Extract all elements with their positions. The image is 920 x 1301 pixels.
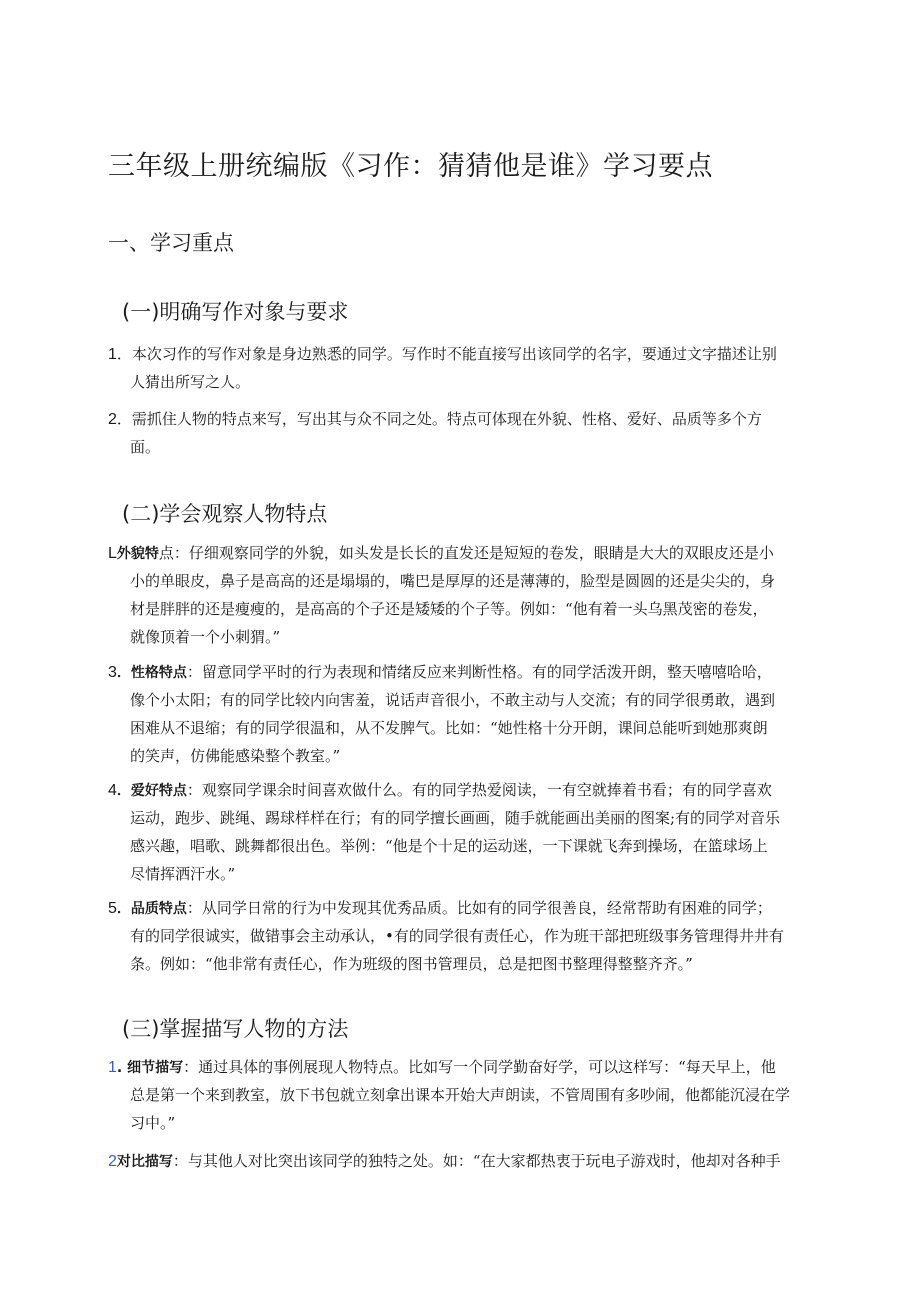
list-item: [108, 539, 818, 651]
item-label: 外貌特: [116, 546, 159, 562]
item-label: . 细节描写: [116, 1060, 184, 1076]
list-item: [108, 1053, 818, 1137]
list-item-line: 的笑声，仿佛能感染整个教室。”: [130, 747, 341, 765]
list-number: 4: [108, 782, 117, 799]
item-label: ．性格特点: [116, 665, 187, 681]
item-label: ．品质特点: [116, 901, 187, 917]
list-item-line: 面。: [130, 438, 161, 456]
section-heading-key-points: 一、学习重点: [108, 231, 234, 255]
list-item-line: 总是第一个来到教室，放下书包就立刻拿出课本开始大声朗读，不管周围有多吵闹，他都能沉浸在学: [130, 1086, 791, 1104]
list-item-line: 运动，跑步、跳绳、踢球样样在行；有的同学擅长画画，随手就能画出美丽的图案;有的同学对音乐: [130, 809, 781, 827]
subsection-heading-description-methods: (三)掌握描写人物的方法: [122, 1017, 349, 1041]
list-number: 1: [108, 1059, 117, 1076]
list-number: 3: [108, 664, 117, 681]
list-item-line: 有的同学很诚实，做错事会主动承认，•有的同学很有责任心，作为班干部把班级事务管理得井井有: [130, 927, 784, 945]
list-item-line: 4．爱好特点：观察同学课余时间喜欢做什么。有的同学热爱阅读，一有空就捧着书看；有的同学喜欢: [108, 781, 772, 799]
list-item: [108, 776, 818, 888]
list-item-line: 尽情挥洒汗水。”: [130, 865, 236, 883]
list-item-line: 2对比描写：与其他人对比突出该同学的独特之处。如：“在大家都热衷于玩电子游戏时，他却对各种手: [108, 1152, 781, 1170]
list-item: [108, 894, 818, 978]
list-item-line: 感兴趣，唱歌、跳舞都很出色。举例：“他是个十足的运动迷，一下课就飞奔到操场，在篮球场上: [130, 837, 768, 855]
list-item-line: 2．需抓住人物的特点来写，写出其与众不同之处。特点可体现在外貌、性格、爱好、品质等多个方: [108, 410, 762, 428]
list-number: 5: [108, 900, 117, 917]
list-item-line: 5．品质特点：从同学日常的行为中发现其优秀品质。比如有的同学很善良，经常帮助有困难的同学；: [108, 899, 772, 917]
list-item-line: 小的单眼皮，鼻子是高高的还是塌塌的，嘴巴是厚厚的还是薄薄的，脸型是圆圆的还是尖尖的，身: [130, 572, 776, 590]
list-item-line: 材是胖胖的还是瘦瘦的，是高高的个子还是矮矮的个子等。例如：“他有着一头乌黑茂密的卷发，: [130, 600, 768, 618]
list-item-line: 困难从不退缩；有的同学很温和，从不发脾气。比如：“她性格十分开朗，课间总能听到她那爽朗: [130, 719, 768, 737]
list-item: [108, 658, 818, 770]
list-number: 1: [108, 346, 117, 363]
list-item-line: 像个小太阳；有的同学比较内向害羞，说话声音很小，不敢主动与人交流；有的同学很勇敢，遇到: [130, 691, 776, 709]
list-item-line: 1. 细节描写：通过具体的事例展现人物特点。比如写一个同学勤奋好学，可以这样写：“每天早上，他: [108, 1058, 776, 1076]
list-item-line: L外貌特点：仔细观察同学的外貌，如头发是长长的直发还是短短的卷发，眼睛是大大的双眼皮还是小: [108, 544, 774, 562]
subsection-heading-writing-requirements: (一)明确写作对象与要求: [122, 300, 349, 324]
list-item: [108, 340, 818, 396]
list-number: 2: [108, 411, 117, 428]
list-item-line: 1．本次习作的写作对象是身边熟悉的同学。写作时不能直接写出该同学的名字，要通过文字描述让别: [108, 345, 777, 363]
list-number: 2: [108, 1153, 117, 1170]
list-item: [108, 405, 818, 461]
subsection-heading-observe-traits: (二)学会观察人物特点: [122, 502, 328, 526]
list-item-line: 就像顶着一个小刺猬。”: [130, 628, 281, 646]
list-item-line: 3．性格特点：留意同学平时的行为表现和情绪反应来判断性格。有的同学活泼开朗，整天嘻嘻哈哈，: [108, 663, 772, 681]
list-item: [108, 1147, 818, 1175]
document-title: 三年级上册统编版《习作：猜猜他是谁》学习要点: [108, 151, 713, 182]
item-label: 对比描写: [116, 1154, 173, 1170]
list-number: L: [108, 545, 117, 562]
list-item-line: 习中。”: [130, 1114, 176, 1132]
item-label: ．爱好特点: [116, 783, 187, 799]
list-item-line: 人猜出所写之人。: [130, 373, 251, 391]
list-item-line: 条。例如：“他非常有责任心，作为班级的图书管理员，总是把图书整理得整整齐齐。”: [130, 955, 693, 973]
